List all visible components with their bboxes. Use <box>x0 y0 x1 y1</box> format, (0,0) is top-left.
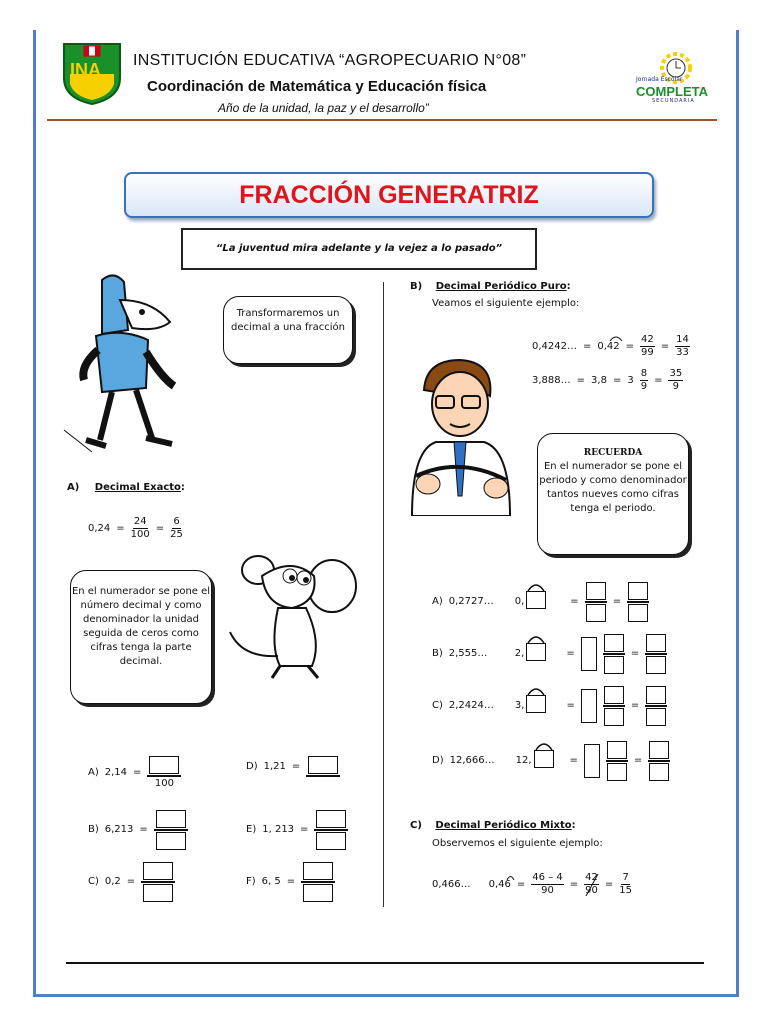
b-ex2-frac2 <box>668 368 683 393</box>
ex-b-c-whole-box[interactable] <box>581 689 597 723</box>
period-arc-icon <box>527 687 545 695</box>
period-arc-icon <box>609 335 623 341</box>
fraction-bar <box>645 653 667 655</box>
ex-b-a-value: 0,2727… <box>448 596 494 608</box>
ex-a-a-den: 100 <box>154 777 174 789</box>
ex-a-c-eq: = <box>126 876 136 888</box>
exercise-a-d <box>246 756 340 778</box>
b-ex1-decimal: 0,4242… <box>532 341 577 352</box>
ex-a-f-denominator-box[interactable] <box>303 884 333 902</box>
ex-b-b-prefix: 2, <box>514 648 525 660</box>
section-b-example-1 <box>532 334 690 359</box>
ex-b-a-frac2[interactable] <box>627 582 649 622</box>
ex-b-b-den2[interactable] <box>646 656 666 674</box>
ex-b-b-period-box[interactable] <box>526 643 546 664</box>
b-ex1-frac2 <box>675 334 690 359</box>
ex-b-c-prefix: 3, <box>514 700 525 712</box>
ex-a-b-answer[interactable] <box>154 810 188 850</box>
fraction-bar <box>603 653 625 655</box>
ex-a-d-value: 1,21 <box>263 761 286 773</box>
ex-b-a-period-box[interactable] <box>526 591 546 612</box>
logo-completa-text: COMPLETA <box>636 84 708 99</box>
b-ex2-d1: 9 <box>640 381 648 392</box>
section-a-bubble-text: En el numerador se pone el número decimal y como denominador la unidad seguida de ceros como cifras tenga la parte decimal. <box>71 586 211 667</box>
quote-box <box>181 228 537 270</box>
ex-a-b-eq: = <box>139 824 148 836</box>
fraction-bar <box>141 881 175 883</box>
period-arc-icon <box>506 874 515 880</box>
section-c-title: Decimal Periódico Mixto <box>435 820 572 831</box>
logo-bottom-text: SECUNDARIA <box>652 98 695 104</box>
ex-b-b-eq: = <box>566 648 575 660</box>
fraction-bar <box>154 829 188 831</box>
ex-b-d-eq2: = <box>633 755 643 767</box>
ex-a-a-label: A) <box>88 767 99 779</box>
teacher-character-illustration <box>406 356 516 516</box>
b-ex2-eq2: = <box>612 375 622 386</box>
ex-a-a-eq: = <box>133 767 142 779</box>
ex-a-e-numerator-box[interactable] <box>316 810 346 828</box>
ex-a-d-numerator-box[interactable] <box>308 756 338 774</box>
ex-a-c-answer[interactable] <box>141 862 175 902</box>
ex-a-b-denominator-box[interactable] <box>156 832 186 850</box>
ex-a-c-value: 0,2 <box>104 876 121 888</box>
ex-b-c-value: 2,2424… <box>448 700 494 712</box>
ex-b-b-frac1[interactable] <box>603 634 625 674</box>
ex-b-c-label: C) <box>432 700 443 712</box>
ex-a-e-value: 1, 213 <box>262 824 295 836</box>
c-ex-frac1 <box>531 872 563 897</box>
ex-b-b-eq2: = <box>630 648 640 660</box>
ex-a-e-eq: = <box>300 824 309 836</box>
section-a-colon: : <box>180 482 185 493</box>
exercise-b-a <box>432 582 649 622</box>
section-c-label: C) <box>410 820 422 831</box>
c-ex-frac2 <box>584 872 599 897</box>
c-ex-eq3: = <box>604 879 614 890</box>
school-logo-text: INA <box>70 60 101 80</box>
ex-b-a-eq: = <box>570 596 579 608</box>
b-ex1-periodic <box>597 341 619 352</box>
c-ex-periodic <box>489 879 511 890</box>
section-b-colon: : <box>566 281 571 292</box>
example-a-frac2 <box>170 516 183 541</box>
ex-b-b-value: 2,555… <box>448 648 488 660</box>
ex-b-a-num1[interactable] <box>586 582 606 600</box>
exercise-a-e <box>246 810 348 850</box>
ex-b-d-num2[interactable] <box>649 741 669 759</box>
ex-b-c-frac1[interactable] <box>603 686 625 726</box>
ex-b-d-frac2[interactable] <box>648 741 670 781</box>
example-a-decimal: 0,24 <box>88 523 111 534</box>
example-a-eq2: = <box>155 523 165 534</box>
recuerda-speech-bubble <box>537 433 689 555</box>
ex-b-c-eq: = <box>566 700 575 712</box>
section-a-example <box>88 516 183 541</box>
b-ex1-periodic-text: 0,42 <box>597 341 620 352</box>
c-ex-n1: 46 – 4 <box>532 872 563 883</box>
ex-b-a-den2[interactable] <box>628 604 648 622</box>
b-ex1-frac1 <box>640 334 655 359</box>
ex-a-e-denominator-box[interactable] <box>316 832 346 850</box>
c-ex-eq2: = <box>569 879 579 890</box>
fraction-bar <box>147 775 181 777</box>
ex-a-e-label: E) <box>246 824 257 836</box>
b-ex1-eq2: = <box>625 341 635 352</box>
section-a-title: Decimal Exacto <box>94 482 181 493</box>
ex-b-c-frac2[interactable] <box>645 686 667 726</box>
b-ex2-whole: 3 <box>627 375 634 386</box>
ex-b-d-prefix: 12, <box>515 755 532 767</box>
section-b-intro: Veamos el siguiente ejemplo: <box>432 298 580 309</box>
header-divider <box>47 119 717 121</box>
walking-character-illustration <box>62 270 192 460</box>
b-ex2-d2: 9 <box>672 381 680 392</box>
page-title-box <box>124 172 654 218</box>
c-ex-decimal: 0,466… <box>432 879 471 890</box>
b-ex2-eq: = <box>576 375 586 386</box>
example-a-frac1 <box>131 516 150 541</box>
ex-b-d-num1[interactable] <box>607 741 627 759</box>
b-ex1-eq3: = <box>660 341 670 352</box>
b-ex2-periodic: 3,8 <box>591 375 607 386</box>
fraction-bar <box>606 760 628 762</box>
footer-divider <box>66 962 704 964</box>
ex-b-b-frac2[interactable] <box>645 634 667 674</box>
ex-b-a-den1[interactable] <box>586 604 606 622</box>
recuerda-text: En el numerador se pone el periodo y como denominador tantos nueves como cifras tenga el periodo. <box>539 461 687 514</box>
ex-b-d-den2[interactable] <box>649 763 669 781</box>
ex-a-b-value: 6,213 <box>104 824 134 836</box>
b-ex1-eq: = <box>583 341 592 352</box>
b-ex2-n2: 35 <box>669 368 683 379</box>
c-ex-periodic-text: 0,46 <box>488 879 511 890</box>
ex-b-b-den1[interactable] <box>604 656 624 674</box>
ex-b-b-num2[interactable] <box>646 634 666 652</box>
ex-a-f-value: 6, 5 <box>261 876 281 888</box>
strike-through-icon <box>584 872 600 898</box>
ex-b-c-num1[interactable] <box>604 686 624 704</box>
period-arc-icon <box>535 742 553 750</box>
b-ex1-n2: 14 <box>676 334 689 345</box>
ex-b-a-frac1[interactable] <box>585 582 607 622</box>
quote-text: “La juventud mira adelante y la vejez a lo pasado” <box>215 243 503 254</box>
section-c-intro: Observemos el siguiente ejemplo: <box>432 838 603 849</box>
ex-a-c-denominator-box[interactable] <box>143 884 173 902</box>
ex-a-d-answer[interactable] <box>306 756 340 778</box>
ex-b-b-whole-box[interactable] <box>581 637 597 671</box>
c-ex-n3: 7 <box>622 872 629 883</box>
section-b-label: B) <box>410 281 423 292</box>
fraction-bar <box>301 881 335 883</box>
intro-speech-bubble <box>223 296 353 364</box>
example-a-n2: 6 <box>173 516 180 527</box>
fraction-bar <box>645 705 667 707</box>
b-ex2-frac1 <box>640 368 648 393</box>
ex-b-d-eq: = <box>569 755 578 767</box>
ex-b-c-den1[interactable] <box>604 708 624 726</box>
section-b-title: Decimal Periódico Puro <box>435 281 567 292</box>
ex-b-a-prefix: 0, <box>514 596 525 608</box>
fraction-bar <box>627 601 649 603</box>
c-ex-d1: 90 <box>541 885 554 896</box>
ex-b-d-frac1[interactable] <box>606 741 628 781</box>
ex-b-c-num2[interactable] <box>646 686 666 704</box>
section-c-colon: : <box>571 820 576 831</box>
ex-a-c-numerator-box[interactable] <box>143 862 173 880</box>
ex-a-c-label: C) <box>88 876 99 888</box>
column-divider <box>383 282 384 907</box>
section-a-label: A) <box>67 482 80 493</box>
period-arc-icon <box>527 635 545 643</box>
c-ex-n2: 42 <box>585 872 598 883</box>
c-ex-d2: 90 <box>585 885 598 896</box>
exercise-a-f <box>246 862 335 902</box>
example-a-d2: 25 <box>170 529 183 540</box>
section-b-heading <box>410 281 571 292</box>
c-ex-d3: 15 <box>619 885 632 896</box>
ex-b-d-whole-box[interactable] <box>584 744 600 778</box>
ex-b-b-label: B) <box>432 648 443 660</box>
b-ex1-d1: 99 <box>641 347 654 358</box>
ex-a-f-label: F) <box>246 876 256 888</box>
ex-b-d-value: 12,666… <box>449 755 495 767</box>
example-a-eq: = <box>116 523 125 534</box>
exercise-b-d <box>432 741 670 781</box>
mouse-character-illustration <box>222 546 362 686</box>
ex-b-d-den1[interactable] <box>607 763 627 781</box>
coordination-name: Coordinación de Matemática y Educación física <box>147 78 487 95</box>
b-ex1-d2: 33 <box>676 347 689 358</box>
ex-b-c-period-box[interactable] <box>526 695 546 716</box>
institution-name: INSTITUCIÓN EDUCATIVA “AGROPECUARIO N°08” <box>133 52 527 69</box>
ex-b-a-label: A) <box>432 596 443 608</box>
fraction-bar <box>306 775 340 777</box>
ex-b-c-den2[interactable] <box>646 708 666 726</box>
period-arc-icon <box>527 583 545 591</box>
ex-a-d-label: D) <box>246 761 258 773</box>
ex-a-a-value: 2,14 <box>104 767 128 779</box>
ex-a-a-answer[interactable] <box>147 756 181 790</box>
ex-a-b-label: B) <box>88 824 99 836</box>
b-ex2-decimal: 3,888… <box>532 375 571 386</box>
ex-a-a-numerator-box[interactable] <box>149 756 179 774</box>
fraction-bar <box>585 601 607 603</box>
exercise-b-c <box>432 686 667 726</box>
b-ex2-n1: 8 <box>640 368 648 379</box>
recuerda-title: RECUERDA <box>583 448 643 458</box>
ex-b-c-eq2: = <box>630 700 640 712</box>
section-b-example-2 <box>532 368 683 393</box>
page-title: FRACCIÓN GENERATRIZ <box>239 181 539 209</box>
ex-a-f-answer[interactable] <box>301 862 335 902</box>
b-ex1-n1: 42 <box>641 334 654 345</box>
exercise-a-c <box>88 862 175 902</box>
c-ex-eq: = <box>516 879 526 890</box>
logo-top-text: Jornada Escolar <box>636 76 683 83</box>
ex-a-f-numerator-box[interactable] <box>303 862 333 880</box>
ex-a-d-eq: = <box>291 761 301 773</box>
example-a-n1: 24 <box>133 516 147 527</box>
section-c-heading <box>410 820 576 831</box>
example-a-d1: 100 <box>130 529 150 540</box>
ex-a-e-answer[interactable] <box>314 810 348 850</box>
ex-b-a-num2[interactable] <box>628 582 648 600</box>
exercise-a-a <box>88 756 181 790</box>
ex-a-f-eq: = <box>286 876 296 888</box>
fraction-bar <box>648 760 670 762</box>
exercise-a-b <box>88 810 188 850</box>
ex-b-d-period-box[interactable] <box>534 750 554 771</box>
ex-b-b-num1[interactable] <box>604 634 624 652</box>
fraction-bar <box>314 829 348 831</box>
intro-bubble-text: Transformaremos un decimal a una fracción <box>231 308 345 333</box>
section-c-example <box>432 872 632 897</box>
ex-b-a-eq2: = <box>612 596 622 608</box>
ex-a-b-numerator-box[interactable] <box>156 810 186 828</box>
ex-b-d-label: D) <box>432 755 444 767</box>
c-ex-frac3 <box>619 872 632 897</box>
section-a-heading <box>67 482 185 493</box>
fraction-bar <box>603 705 625 707</box>
b-ex2-eq3: = <box>654 375 663 386</box>
exercise-b-b <box>432 634 667 674</box>
year-motto: Año de la unidad, la paz y el desarrollo” <box>218 101 429 115</box>
section-a-speech-bubble <box>70 570 212 704</box>
